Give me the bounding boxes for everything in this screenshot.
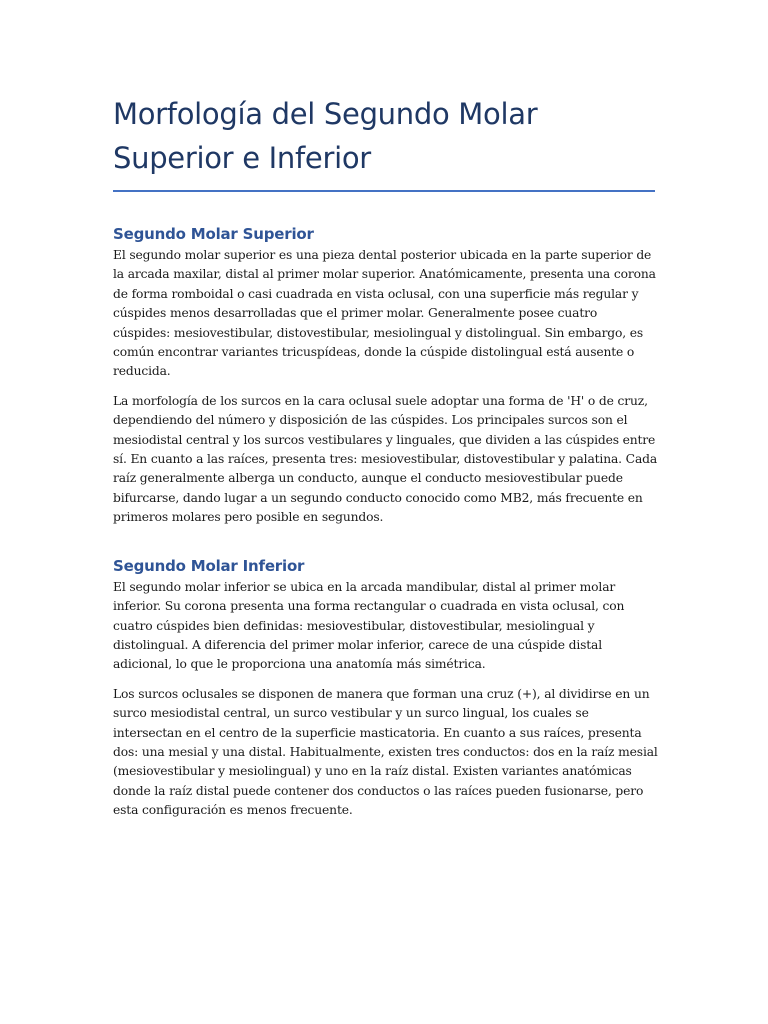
title-underline xyxy=(113,190,655,192)
section-heading: Segundo Molar Superior xyxy=(113,225,314,243)
body-paragraph: El segundo molar superior es una pieza dental posterior ubicada en la parte superior de la arcada maxilar, distal al primer molar superior. Anatómicamente, presenta una corona de forma romboidal o casi cuadrada en vista oclusal, con una superficie más regular y cúspides menos desarrolladas que el primer molar. Generalmente posee cuatro cúspides: mesiovestibular, distovestibular, mesiolingual y distolingual. Sin embargo, es común encontrar variantes tricuspídeas, donde la cúspide distolingual está ausente o reducida. xyxy=(113,248,656,379)
document-title: Morfología del Segundo Molar Superior e Inferior xyxy=(113,97,538,175)
document-page xyxy=(113,92,658,821)
body-paragraph: El segundo molar inferior se ubica en la arcada mandibular, distal al primer molar inferior. Su corona presenta una forma rectangular o cuadrada en vista oclusal, con cuatro cúspides bien definidas: mesiovestibular, distovestibular, mesiolingual y distolingual. A diferencia del primer molar inferior, carece de una cúspide distal adicional, lo que le proporciona una anatomía más simétrica. xyxy=(113,579,625,672)
section-upper-molar xyxy=(113,224,658,528)
body-paragraph: Los surcos oclusales se disponen de manera que forman una cruz (+), al dividirse en un surco mesiodistal central, un surco vestibular y un surco lingual, los cuales se intersectan en el centro de la superficie masticatoria. En cuanto a sus raíces, presenta dos: una mesial y una distal. Habitualmente, existen tres conductos: dos en la raíz mesial (mesiovestibular y mesiolingual) y uno en la raíz distal. Existen variantes anatómicas donde la raíz distal puede contener dos conductos o las raíces pueden fusionarse, pero esta configuración es menos frecuente. xyxy=(113,686,658,818)
section-heading: Segundo Molar Inferior xyxy=(113,556,305,575)
section-lower-molar xyxy=(113,556,658,821)
body-paragraph: La morfología de los surcos en la cara oclusal suele adoptar una forma de 'H' o de cruz, dependiendo del número y disposición de las cúspides. Los principales surcos son el mesiodistal central y los surcos vestibulares y linguales, que dividen a las cúspides entre sí. En cuanto a las raíces, presenta tres: mesiovestibular, distovestibular y palatina. Cada raíz generalmente alberga un conducto, aunque el conducto mesiovestibular puede bifurcarse, dando lugar a un segundo conducto conocido como MB2, más frecuente en primeros molares pero posible en segundos. xyxy=(113,393,658,525)
